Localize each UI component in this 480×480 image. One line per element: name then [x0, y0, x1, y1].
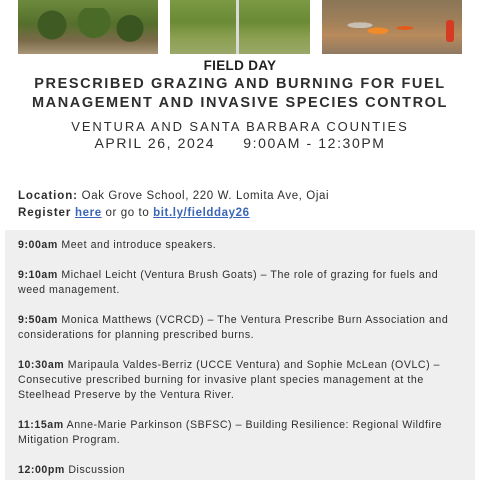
agenda-time: 11:15am — [18, 419, 64, 431]
register-here-link[interactable]: here — [75, 207, 102, 219]
event-info — [18, 188, 468, 222]
agenda-item — [18, 313, 465, 343]
page-title: PRESCRIBED GRAZING AND BURNING FOR FUEL MANAGEMENT AND INVASIVE SPECIES CONTROL — [31, 76, 449, 111]
flyer-header — [0, 58, 480, 151]
agenda-item — [18, 268, 465, 298]
agenda-item — [18, 418, 465, 448]
register-mid-text: or go to — [105, 207, 150, 219]
agenda-text: Monica Matthews (VCRCD) – The Ventura Prescribe Burn Association and considerations for planning prescribed burns. — [18, 314, 449, 341]
agenda-text: Maripaula Valdes-Berriz (UCCE Ventura) and Sophie McLean (OVLC) – Consecutive prescribed burning for invasive plant species management at the Steelhead Preserve by the Ventura River. — [18, 359, 441, 401]
register-url-link[interactable]: bit.ly/fieldday26 — [153, 207, 250, 219]
agenda-time: 9:10am — [18, 269, 58, 281]
location-line — [18, 188, 468, 205]
agenda-text: Anne-Marie Parkinson (SBFSC) – Building Resilience: Regional Wildfire Mitigation Program. — [18, 419, 442, 446]
agenda-text: Michael Leicht (Ventura Brush Goats) – The role of grazing for fuels and weed management. — [18, 269, 439, 296]
agenda-time: 9:00am — [18, 239, 58, 251]
photo-grazing-field — [170, 0, 310, 54]
firefighter-figure — [446, 20, 454, 42]
photo-strip — [0, 0, 480, 54]
agenda-item — [18, 358, 465, 403]
agenda-panel — [5, 230, 475, 480]
agenda-item — [18, 238, 465, 253]
agenda-item — [18, 463, 465, 478]
date-time-line — [0, 135, 480, 151]
location-address: Oak Grove School, 220 W. Lomita Ave, Ojai — [81, 190, 330, 202]
agenda-text: Discussion — [68, 464, 126, 476]
agenda-time: 12:00pm — [18, 464, 65, 476]
counties-line: VENTURA AND SANTA BARBARA COUNTIES — [71, 119, 409, 134]
location-label: Location: — [18, 190, 78, 202]
event-time: 9:00AM - 12:30PM — [243, 135, 386, 151]
event-date: APRIL 26, 2024 — [94, 135, 216, 151]
field-day-label: FIELD DAY — [203, 58, 277, 73]
register-label: Register — [18, 207, 72, 219]
photo-shrubs — [18, 0, 158, 54]
photo-prescribed-burn — [322, 0, 462, 54]
agenda-time: 9:50am — [18, 314, 58, 326]
agenda-text: Meet and introduce speakers. — [61, 239, 217, 251]
register-line — [18, 205, 468, 222]
agenda-time: 10:30am — [18, 359, 65, 371]
